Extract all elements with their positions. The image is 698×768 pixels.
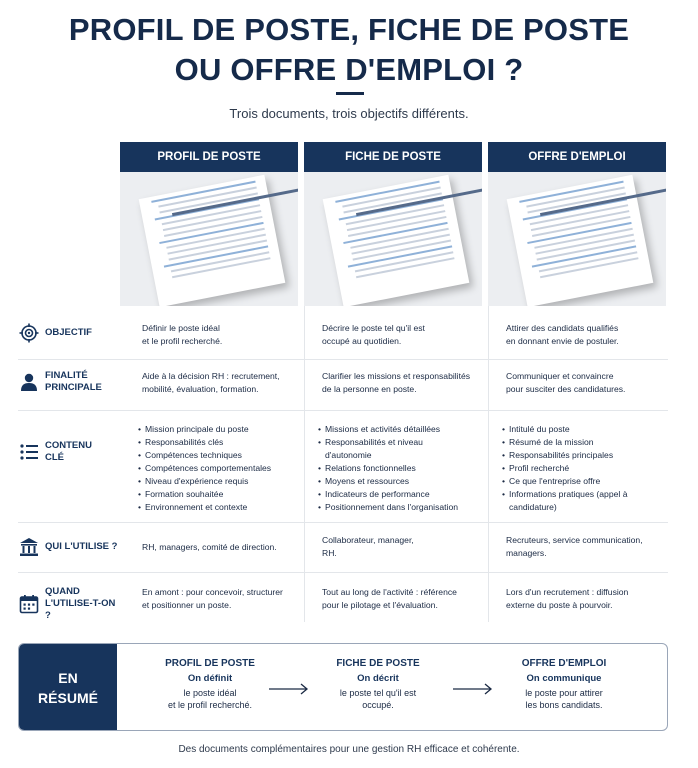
list-item: • Formation souhaitée	[138, 488, 302, 501]
summary-label-line: EN	[58, 670, 78, 686]
row-label-text: OBJECTIF	[45, 327, 92, 338]
document-image-profil	[120, 172, 298, 306]
subtitle: Trois documents, trois objectifs différents.	[229, 106, 469, 121]
list-item: • Responsabilités et niveau d'autonomie	[318, 436, 458, 462]
list-item: • Mission principale du poste	[138, 423, 302, 436]
label-line: PRINCIPALE	[45, 382, 102, 393]
cell-objectif-offre	[506, 322, 666, 348]
list-item: • Compétences techniques	[138, 449, 302, 462]
cell-qui-fiche	[322, 534, 482, 560]
cell-qui-offre	[506, 534, 666, 560]
cell-contenu-fiche	[318, 423, 484, 514]
row-divider	[18, 572, 668, 573]
cell-line: pour susciter des candidatures.	[506, 384, 626, 394]
list-item: • Relations fonctionnelles	[318, 462, 484, 475]
summary-item-text: le poste pour attirer	[525, 688, 603, 698]
person-icon	[18, 371, 40, 393]
summary-item-text: et le profil recherché.	[167, 700, 253, 710]
summary-item-verb: On définit	[187, 673, 233, 684]
cell-line: RH.	[322, 548, 337, 558]
column-divider	[304, 306, 305, 622]
cell-line: managers.	[506, 548, 547, 558]
label-line: L'UTILISE-T-ON ?	[45, 598, 116, 621]
cell-line: Définir le poste idéal	[142, 323, 220, 333]
list-item: • Compétences comportementales	[138, 462, 302, 475]
cell-finalite-profil	[142, 370, 302, 396]
cell-line: Lors d'un recrutement : diffusion	[506, 587, 629, 597]
cell-line: Recruteurs, service communication,	[506, 535, 643, 545]
cell-line: Tout au long de l'activité : référence	[322, 587, 457, 597]
document-image-fiche	[304, 172, 482, 306]
summary-item-verb: On décrit	[357, 673, 399, 684]
list-item: • Responsabilités clés	[138, 436, 302, 449]
row-divider	[18, 359, 668, 360]
row-label-text	[45, 586, 118, 622]
list-icon	[18, 441, 40, 463]
summary-item-offre	[489, 658, 639, 711]
summary-label-line: RÉSUMÉ	[38, 690, 98, 706]
summary-box	[18, 643, 668, 731]
label-line: FINALITÉ	[45, 370, 88, 381]
cell-line: Aide à la décision RH : recrutement,	[142, 371, 280, 381]
cell-line: en donnant envie de postuler.	[506, 336, 619, 346]
calendar-icon	[18, 593, 40, 615]
row-label-quand	[18, 586, 118, 622]
row-label-contenu	[18, 440, 118, 464]
title-line-1: PROFIL DE POSTE, FICHE DE POSTE	[68, 12, 630, 47]
row-divider	[18, 522, 668, 523]
footer-text: Des documents complémentaires pour une gestion RH efficace et cohérente.	[178, 744, 520, 755]
row-label-text	[45, 370, 102, 394]
cell-line: Attirer des candidats qualifiés	[506, 323, 619, 333]
list-item: • Indicateurs de performance	[318, 488, 484, 501]
cell-line: et positionner un poste.	[142, 600, 232, 610]
row-label-objectif	[18, 322, 118, 344]
document-paper	[507, 175, 654, 306]
row-label-text: QUI L'UTILISE ?	[45, 541, 118, 552]
cell-line: Clarifier les missions et responsabilités	[322, 371, 471, 381]
label-line: CLÉ	[45, 452, 64, 463]
cell-line: mobilité, évaluation, formation.	[142, 384, 259, 394]
column-divider	[488, 306, 489, 622]
row-label-qui	[18, 536, 118, 558]
column-header-fiche: FICHE DE POSTE	[304, 142, 482, 172]
cell-line: Collaborateur, manager,	[322, 535, 414, 545]
cell-line: Décrire le poste tel qu'il est	[322, 323, 425, 333]
summary-item-text: le poste idéal	[183, 688, 237, 698]
cell-contenu-profil	[138, 423, 302, 514]
summary-item-fiche	[303, 658, 453, 711]
cell-qui-profil	[142, 541, 302, 554]
summary-item-profil	[135, 658, 285, 711]
column-header-offre: OFFRE D'EMPLOI	[488, 142, 666, 172]
list-item: • Responsabilités principales	[502, 449, 666, 462]
cell-finalite-offre	[506, 370, 666, 396]
list-item: • Ce que l'entreprise offre	[502, 475, 666, 488]
cell-line: de la personne en poste.	[322, 384, 417, 394]
summary-label	[19, 644, 117, 731]
building-icon	[18, 536, 40, 558]
cell-finalite-fiche	[322, 370, 484, 396]
list-item: • Informations pratiques (appel à candidature)	[502, 488, 632, 514]
cell-line: pour le pilotage et l'évaluation.	[322, 600, 438, 610]
cell-line: et le profil recherché.	[142, 336, 223, 346]
cell-objectif-fiche	[322, 322, 482, 348]
list-item: • Moyens et ressources	[318, 475, 484, 488]
summary-item-text: le poste tel qu'il est	[339, 688, 417, 698]
list-item: • Intitulé du poste	[502, 423, 666, 436]
cell-line: En amont : pour concevoir, structurer	[142, 587, 283, 597]
cell-line: externe du poste à pourvoir.	[506, 600, 613, 610]
cell-line: Communiquer et convaincre	[506, 371, 614, 381]
target-icon	[18, 322, 40, 344]
list-item: • Niveau d'expérience requis	[138, 475, 302, 488]
page-title	[0, 10, 698, 90]
cell-objectif-profil	[142, 322, 298, 348]
cell-contenu-offre	[502, 423, 666, 514]
summary-item-verb: On communique	[526, 673, 602, 684]
summary-item-title: OFFRE D'EMPLOI	[521, 658, 607, 669]
document-paper	[139, 175, 286, 306]
list-item: • Missions et activités détaillées	[318, 423, 484, 436]
document-image-offre	[488, 172, 666, 306]
cell-line: RH, managers, comité de direction.	[142, 542, 277, 552]
title-divider	[336, 92, 364, 95]
summary-item-text: occupé.	[362, 700, 394, 710]
cell-quand-offre	[506, 586, 666, 612]
label-line: QUAND	[45, 586, 80, 597]
list-item: • Positionnement dans l'organisation	[318, 501, 484, 514]
row-divider	[18, 410, 668, 411]
row-label-finalite	[18, 370, 118, 394]
list-item: • Résumé de la mission	[502, 436, 666, 449]
cell-quand-profil	[142, 586, 302, 612]
summary-item-text: les bons candidats.	[525, 700, 603, 710]
column-header-profil: PROFIL DE POSTE	[120, 142, 298, 172]
summary-item-title: FICHE DE POSTE	[336, 658, 420, 669]
row-label-text	[45, 440, 92, 464]
label-line: CONTENU	[45, 440, 92, 451]
list-item: • Environnement et contexte	[138, 501, 302, 514]
title-line-2: OU OFFRE D'EMPLOI ?	[174, 52, 524, 87]
cell-line: occupé au quotidien.	[322, 336, 402, 346]
list-item: • Profil recherché	[502, 462, 666, 475]
cell-quand-fiche	[322, 586, 484, 612]
summary-item-title: PROFIL DE POSTE	[165, 658, 255, 669]
document-paper	[323, 175, 470, 306]
